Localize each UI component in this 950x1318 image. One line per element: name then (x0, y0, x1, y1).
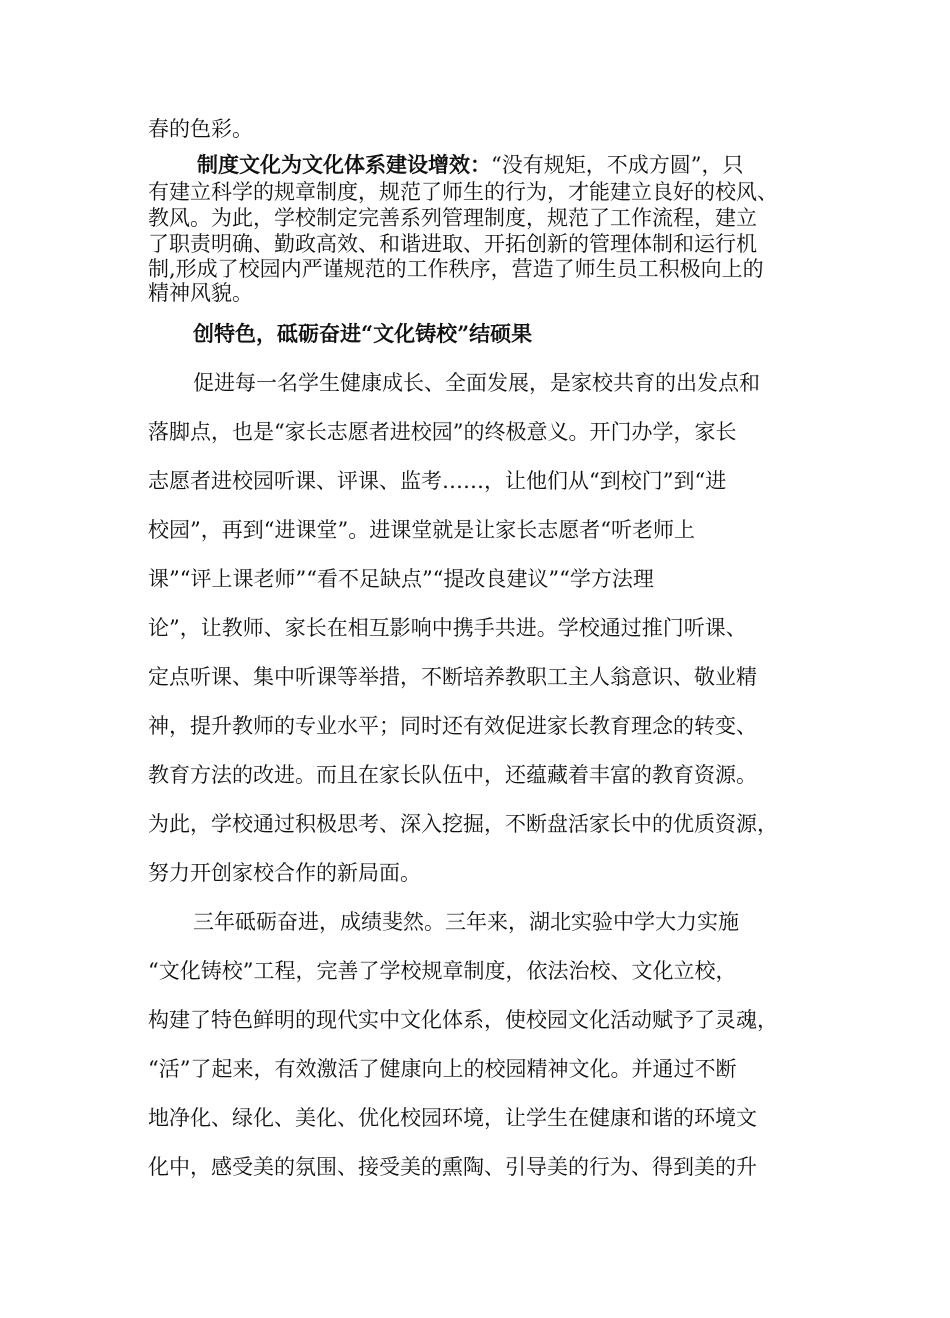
bold-lead-in: 制度文化为文化体系建设增效： (197, 152, 491, 177)
section-heading: 创特色，砥砺奋进“文化铸校”结硕果 (193, 321, 533, 346)
text-line: 为此，学校通过积极思考、深入挖掘，不断盘活家长中的优质资源， (148, 812, 778, 836)
text-line: 构建了特色鲜明的现代实中文化体系，使校园文化活动赋予了灵魂， (148, 1008, 778, 1032)
text-line: 了职责明确、勤政高效、和谐进取、开拓创新的管理体制和运行机 (148, 232, 757, 256)
text-line: 志愿者进校园听课、评课、监考……，让他们从“到校门”到“进 (148, 469, 727, 493)
text-line: 春的色彩。 (148, 117, 253, 141)
text-line: 制,形成了校园内严谨规范的工作秩序，营造了师生员工积极向上的 (148, 257, 764, 281)
text-line: 神，提升教师的专业水平；同时还有效促进家长教育理念的转变、 (148, 714, 757, 738)
text-line: 三年砥砺奋进，成绩斐然。三年来，湖北实验中学大力实施 (193, 910, 739, 934)
text-line: 论”，让教师、家长在相互影响中携手共进。学校通过推门听课、 (148, 616, 747, 640)
text-line (197, 153, 743, 177)
text-line: 教育方法的改进。而且在家长队伍中，还蕴藏着丰富的教育资源。 (148, 763, 757, 787)
text-line: 落脚点，也是“家长志愿者进校园”的终极意义。开门办学，家长 (148, 420, 737, 444)
text-line: 有建立科学的规章制度，规范了师生的行为，才能建立良好的校风、 (148, 180, 778, 204)
text-line: 促进每一名学生健康成长、全面发展，是家校共育的出发点和 (193, 371, 760, 395)
text-line: 定点听课、集中听课等举措，不断培养教职工主人翁意识、敬业精 (148, 665, 757, 689)
text-line: 校园”，再到“进课堂”。进课堂就是让家长志愿者“听老师上 (148, 518, 695, 542)
text-run: “没有规矩，不成方圆”，只 (491, 153, 744, 177)
text-line: “文化铸校”工程，完善了学校规章制度，依法治校、文化立校， (148, 959, 737, 983)
text-line: 努力开创家校合作的新局面。 (148, 861, 421, 885)
text-line: 课”“评上课老师”“看不足缺点”“提改良建议”“学方法理 (148, 567, 654, 591)
text-line: 化中，感受美的氛围、接受美的熏陶、引导美的行为、得到美的升 (148, 1155, 757, 1179)
text-line: 教风。为此，学校制定完善系列管理制度，规范了工作流程，建立 (148, 206, 757, 230)
text-line: “活”了起来，有效激活了健康向上的校园精神文化。并通过不断 (148, 1057, 737, 1081)
text-line: 地净化、绿化、美化、优化校园环境，让学生在健康和谐的环境文 (148, 1106, 757, 1130)
text-line: 精神风貌。 (148, 281, 253, 305)
